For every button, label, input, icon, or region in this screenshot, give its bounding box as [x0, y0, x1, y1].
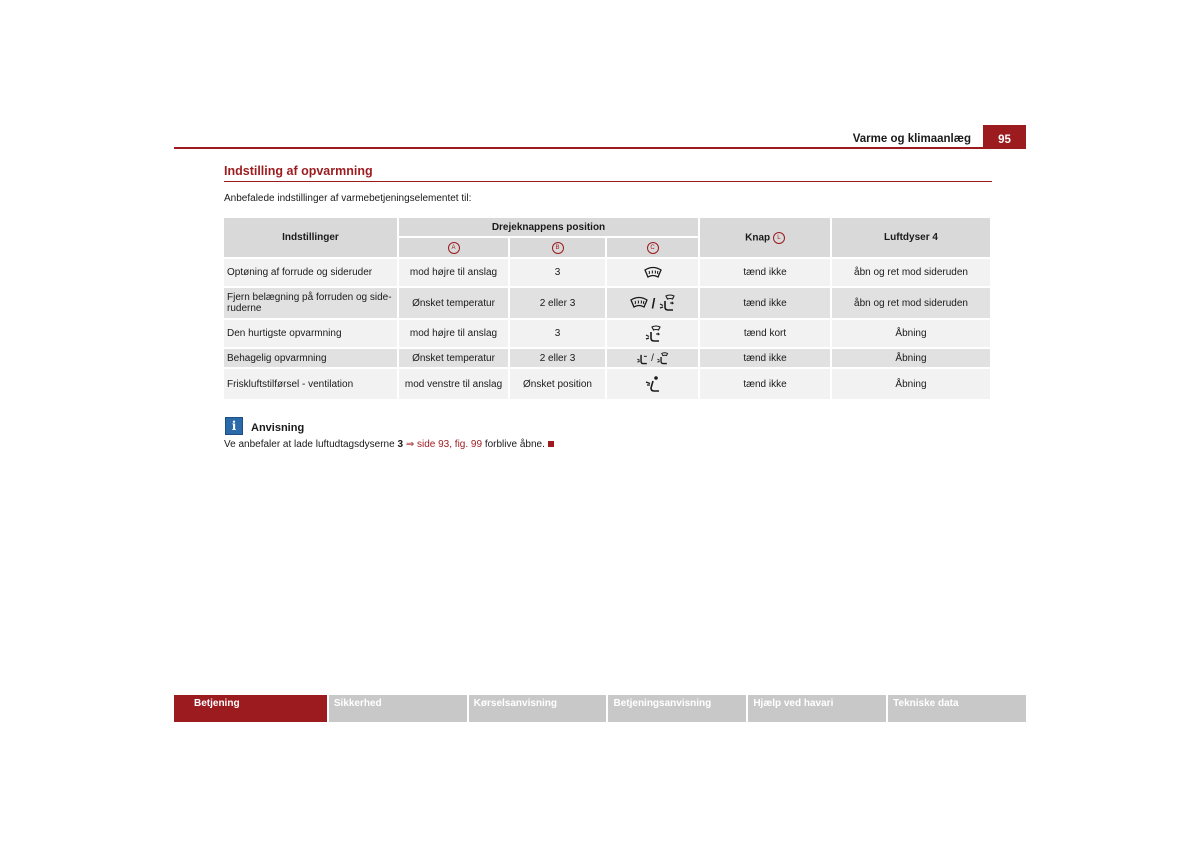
row-setting: Den hurtigste opvarmning — [224, 320, 399, 349]
row-position-c — [607, 259, 700, 288]
row-position-a: Ønsket temperatur — [399, 288, 510, 320]
button-label: Knap — [745, 232, 771, 244]
row-button: tænd ikke — [700, 349, 832, 369]
row-position-b: 2 eller 3 — [510, 349, 607, 369]
row-button: tænd kort — [700, 320, 832, 349]
section-intro: Anbefalede indstillinger af varmebetjeningselementet til: — [224, 193, 472, 204]
row-setting: Optøning af forrude og sideruder — [224, 259, 399, 288]
note-text — [224, 439, 554, 450]
row-vents: Åbning — [832, 369, 992, 401]
page-number: 95 — [983, 125, 1026, 149]
position-c-marker: C — [647, 242, 659, 254]
row-position-a: Ønsket temperatur — [399, 349, 510, 369]
row-position-b: 3 — [510, 320, 607, 349]
info-icon: i — [225, 417, 243, 435]
section-end-marker — [548, 441, 554, 447]
footer-nav — [174, 695, 1026, 722]
note-text-before: Ve anbefaler at lade luftudtagsdyserne — [224, 439, 395, 450]
defrost-windshield-icon — [629, 296, 649, 310]
or-separator: / — [651, 352, 654, 364]
row-button: tænd ikke — [700, 369, 832, 401]
position-b-marker: B — [552, 242, 564, 254]
row-position-a: mod højre til anslag — [399, 320, 510, 349]
col-header-button — [700, 218, 832, 259]
row-position-b: 2 eller 3 — [510, 288, 607, 320]
table-row — [224, 259, 992, 288]
table-row — [224, 320, 992, 349]
header-rule — [174, 147, 1026, 149]
row-position-b: Ønsket position — [510, 369, 607, 401]
table-row — [224, 369, 992, 401]
note-reference-link[interactable]: side 93, fig. 99 — [416, 439, 483, 450]
row-position-c — [607, 349, 700, 369]
windshield-feet-icon — [658, 294, 676, 312]
row-position-a: mod venstre til anslag — [399, 369, 510, 401]
or-separator: / — [651, 295, 656, 311]
footer-tab-betjeningsanvisning[interactable]: Betjeningsanvisning — [608, 695, 746, 722]
row-setting: Friskluftstilførsel - ventilation — [224, 369, 399, 401]
col-header-b — [510, 238, 607, 259]
windshield-feet-icon — [656, 352, 669, 365]
windshield-feet-icon — [644, 325, 662, 343]
heating-settings-table — [224, 218, 992, 401]
row-setting: Fjern belægning på forruden og side-ruderne — [224, 288, 399, 320]
chapter-title: Varme og klimaanlæg — [852, 133, 971, 145]
footer-tab-tekniske-data[interactable]: Tekniske data — [888, 695, 1026, 722]
table-row — [224, 349, 992, 369]
feet-icon — [636, 352, 649, 365]
row-button: tænd ikke — [700, 288, 832, 320]
col-header-settings: Indstillinger — [224, 218, 399, 259]
row-position-b: 3 — [510, 259, 607, 288]
footer-tab-hjaelp-ved-havari[interactable]: Hjælp ved havari — [748, 695, 886, 722]
row-vents: åbn og ret mod sideruden — [832, 288, 992, 320]
row-position-c — [607, 369, 700, 401]
note-vent-number: 3 — [397, 439, 404, 450]
position-a-marker: A — [448, 242, 460, 254]
section-rule — [224, 181, 992, 182]
row-vents: åbn og ret mod sideruden — [832, 259, 992, 288]
section-title: Indstilling af opvarmning — [224, 164, 373, 178]
note-arrow: ⇒ — [405, 439, 415, 450]
row-vents: Åbning — [832, 349, 992, 369]
row-vents: Åbning — [832, 320, 992, 349]
row-position-c — [607, 288, 700, 320]
col-header-vents: Luftdyser 4 — [832, 218, 992, 259]
button-marker: L — [773, 232, 785, 244]
row-setting: Behagelig opvarmning — [224, 349, 399, 369]
row-position-c — [607, 320, 700, 349]
defrost-windshield-icon — [643, 266, 663, 280]
row-position-a: mod højre til anslag — [399, 259, 510, 288]
footer-tab-sikkerhed[interactable]: Sikkerhed — [329, 695, 467, 722]
table-row — [224, 288, 992, 320]
footer-tab-betjening[interactable]: Betjening — [174, 695, 327, 722]
col-header-a — [399, 238, 510, 259]
note-text-after: forblive åbne. — [484, 439, 545, 450]
note-title: Anvisning — [251, 422, 305, 434]
row-button: tænd ikke — [700, 259, 832, 288]
col-header-c — [607, 238, 700, 259]
upper-body-icon — [644, 375, 662, 393]
col-header-position: Drejeknappens position — [399, 218, 700, 238]
footer-tab-korselsanvisning[interactable]: Kørselsanvisning — [469, 695, 607, 722]
